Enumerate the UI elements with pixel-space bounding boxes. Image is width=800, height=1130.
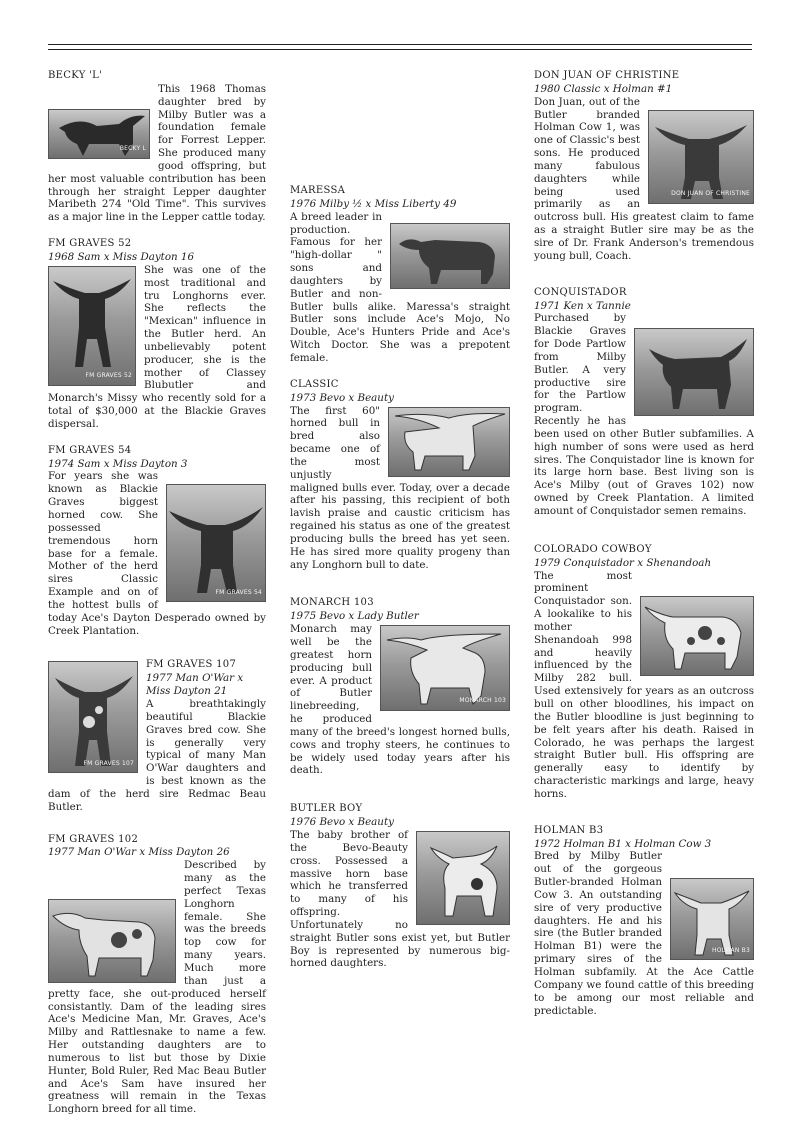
entry-name: DON JUAN OF CHRISTINE [534, 70, 680, 81]
entry-name: BUTLER BOY [290, 803, 363, 815]
entry-description: A breathtakingly beautiful Blackie Graves bred cow. She is generally very typical of many Man O'War daughters and is best known as the dam of the herd sire Redmac Beau Butler. [48, 697, 266, 813]
header-rule-thick [48, 44, 752, 45]
cattle-photo-icon [49, 267, 135, 385]
column-left [48, 70, 266, 1130]
entry-pedigree: 1968 Sam x Miss Dayton 16 [48, 250, 195, 263]
entry-pedigree: 1977 Man O'War x Miss Dayton 26 [48, 846, 230, 859]
photo-classic [388, 407, 510, 477]
entry-name: HOLMAN B3 [534, 824, 604, 836]
photo-caption: FM GRAVES 52 [85, 371, 132, 379]
photo-caption: HOLMAN B3 [712, 946, 750, 954]
entry-pedigree: 1974 Sam x Miss Dayton 3 [48, 457, 188, 470]
cattle-photo-icon [49, 900, 175, 982]
entry-description: Bred by Milby Butler out of the gorgeous Butler-branded Holman Cow 3. An outstanding sire of very productive daughters. He and his sire (the Butler branded Holman B1) were the primary sires of the Holman subfamily. At the Ace Cattle Company we found cattle of this breeding to be among our most reliable and predictable. [534, 850, 754, 1017]
entry-description: The baby brother of the Bevo-Beauty cross. Possessed a massive horn base which he transferred to many of his offspring. Unfortunately no straight Butler sons exist yet, but Butler Boy is represented by numerous big-horned daughters. [290, 828, 510, 970]
entry-description: She was one of the most traditional and tru Longhorns ever. She reflects the "Mexican" influence in the Butler herd. An unbelievably potent producer, she is the mother of Classey Blubutler and Monarch's Missy who recently sold for a total of $30,000 at the Blackie Graves dispersal. [48, 263, 266, 430]
entry-name: FM GRAVES 54 [48, 444, 132, 456]
entry-don-juan-of-christine [534, 70, 754, 263]
photo-holman-b3 [670, 878, 754, 960]
entry-description: For years she was known as Blackie Graves biggest horned cow. She possessed tremendous horn base for a female. Mother of the herd sires Classic Example and on of the hottest bulls of today Ace's Dayton Desperado owned by Creek Plantation. [48, 470, 266, 637]
photo-caption: FM GRAVES 54 [215, 588, 262, 596]
entry-name: CONQUISTADOR [534, 286, 627, 298]
entry-colorado-cowboy [534, 544, 754, 801]
cattle-photo-icon [167, 485, 265, 601]
entry-classic [290, 379, 510, 572]
entry-pedigree: 1976 Milby ½ x Miss Liberty 49 [290, 197, 457, 210]
entry-name: MONARCH 103 [290, 597, 374, 609]
entry-maressa [290, 185, 510, 365]
entry-pedigree: 1972 Holman B1 x Holman Cow 3 [534, 837, 712, 850]
photo-caption: FM GRAVES 107 [83, 759, 134, 767]
entry-name: MARESSA [290, 185, 346, 196]
photo-fm-graves-52 [48, 266, 136, 386]
cattle-photo-icon [641, 597, 753, 675]
photo-caption: BECKY L [119, 145, 146, 152]
entry-fm-graves-102 [48, 834, 266, 1117]
entry-name: COLORADO COWBOY [534, 543, 652, 555]
entry-pedigree: 1971 Ken x Tannie [534, 299, 631, 312]
entry-pedigree: 1980 Classic x Holman #1 [534, 82, 673, 95]
photo-monarch-103 [380, 625, 510, 711]
entry-pedigree: 1975 Bevo x Lady Butler [290, 610, 419, 623]
entry-description: Purchased by Blackie Graves for Dode Partlow from Milby Butler. A very productive sire for the Partlow program. Recently he has been used on other Butler subfamilies. A high number of sons were used as herd sires. The Conquistador line is known for its large horn base. Best living son is Ace's Milby (out of Graves 102) now owned by Creek Plantation. A limited amount of Conquistador semen remains. [534, 312, 754, 517]
photo-don-juan-of-christine [648, 110, 754, 204]
entry-holman-b3 [534, 825, 754, 1018]
photo-caption: MONARCH 103 [459, 697, 506, 705]
photo-fm-graves-102 [48, 899, 176, 983]
header-rule-thin [48, 49, 752, 50]
entry-fm-graves-107 [48, 659, 266, 813]
entry-name: FM GRAVES 52 [48, 238, 132, 250]
cattle-photo-icon [417, 832, 509, 924]
entry-name: BECKY 'L' [48, 70, 103, 81]
photo-butler-boy [416, 831, 510, 925]
entry-pedigree: 1973 Bevo x Beauty [290, 391, 394, 404]
entry-description: Monarch may well be the greatest horn producing bull ever. A product of Butler linebreeding, he produced many of the breed's longest horned bulls, cows and trophy steers, he continues to be widely used today years after his death. [290, 623, 510, 777]
column-middle [290, 185, 510, 984]
cattle-photo-icon [391, 224, 509, 288]
entry-pedigree: 1979 Conquistador x Shenandoah [534, 556, 712, 569]
entry-conquistador [534, 287, 754, 518]
entry-description: Described by many as the perfect Texas Longhorn female. She was the breeds top cow for many years. Much more than just a pretty face, she out-produced herself consistantly. Dam of the leading sires Ace's Medicine Man, Mr. Graves, Ace's Milby and Rattlesnake to name a few. Her outstanding daughters are to numerous to list but those by Dixie Hunter, Bold Ruler, Red Mac Beau Butler and Ace's Sam have insured her greatness will remain in the Texas Longhorn breed for all time. [48, 859, 266, 1116]
entry-description: The first 60" horned bull in bred also became one of the most unjustly maligned bulls ever. Today, over a decade after his passing, this recipient of both lavish praise and caustic criticism has regained his status as one of the greatest producing bulls the breed has yet seen. He has sired more quality progeny than any Longhorn bull to date. [290, 404, 510, 571]
entry-description: A breed leader in production. Famous for her "high-dollar " sons and daughters by Butler and non-Butler bulls alike. Maressa's straight Butler sons include Ace's Mojo, No Double, Ace's Hunters Pride and Ace's Witch Doctor. She was a prepotent female. [290, 210, 510, 364]
photo-conquistador [634, 328, 754, 416]
photo-fm-graves-54 [166, 484, 266, 602]
photo-maressa [390, 223, 510, 289]
entry-becky-l [48, 70, 266, 224]
entry-monarch-103 [290, 597, 510, 777]
photo-becky-l [48, 109, 150, 159]
entry-fm-graves-54 [48, 445, 266, 638]
photo-caption: DON JUAN OF CHRISTINE [671, 189, 750, 197]
entry-pedigree: 1976 Bevo x Beauty [290, 816, 394, 829]
entry-fm-graves-52 [48, 238, 266, 431]
entry-name: FM GRAVES 102 [48, 833, 139, 845]
photo-colorado-cowboy [640, 596, 754, 676]
column-right [534, 70, 754, 1031]
entry-description: The most prominent Conquistador son. A lookalike to his mother Shenandoah 998 and heavily influenced by the Milby 282 bull. Used extensively for years as an outcross bull on other bloodlines, his impact on the Butler bloodline is just beginning to be felt years after his death. Raised in Colorado, he was perhaps the largest straight Butler bull. His offspring are generally easy to identify by characteristic markings and large, heavy horns. [534, 569, 754, 800]
entry-name: CLASSIC [290, 378, 339, 390]
cattle-photo-icon [635, 329, 753, 415]
entry-name: FM GRAVES 107 [146, 659, 237, 671]
entry-description: Don Juan, out of the Butler branded Holman Cow 1, was one of Classic's best sons. He produced many fabulous daughters while being used primarily as an outcross bull. His greatest claim to fame as a straight Butler sire may be as the sire of Dr. Frank Anderson's tremendous young bull, Coach. [534, 95, 754, 262]
entry-pedigree: 1977 Man O'War x Miss Dayton 21 [146, 672, 244, 698]
entry-butler-boy [290, 803, 510, 970]
cattle-photo-icon [389, 408, 509, 476]
photo-fm-graves-107 [48, 661, 138, 773]
entry-description: This 1968 Thomas daughter bred by Milby Butler was a foundation female for Forrest Lepper. She produced many good offspring, but her most valuable contribution has been through her straight Lepper daughter Maribeth 274 "Old Time". This survives as a major line in the Lepper cattle today. [48, 82, 266, 224]
cattle-photo-icon [49, 662, 137, 772]
